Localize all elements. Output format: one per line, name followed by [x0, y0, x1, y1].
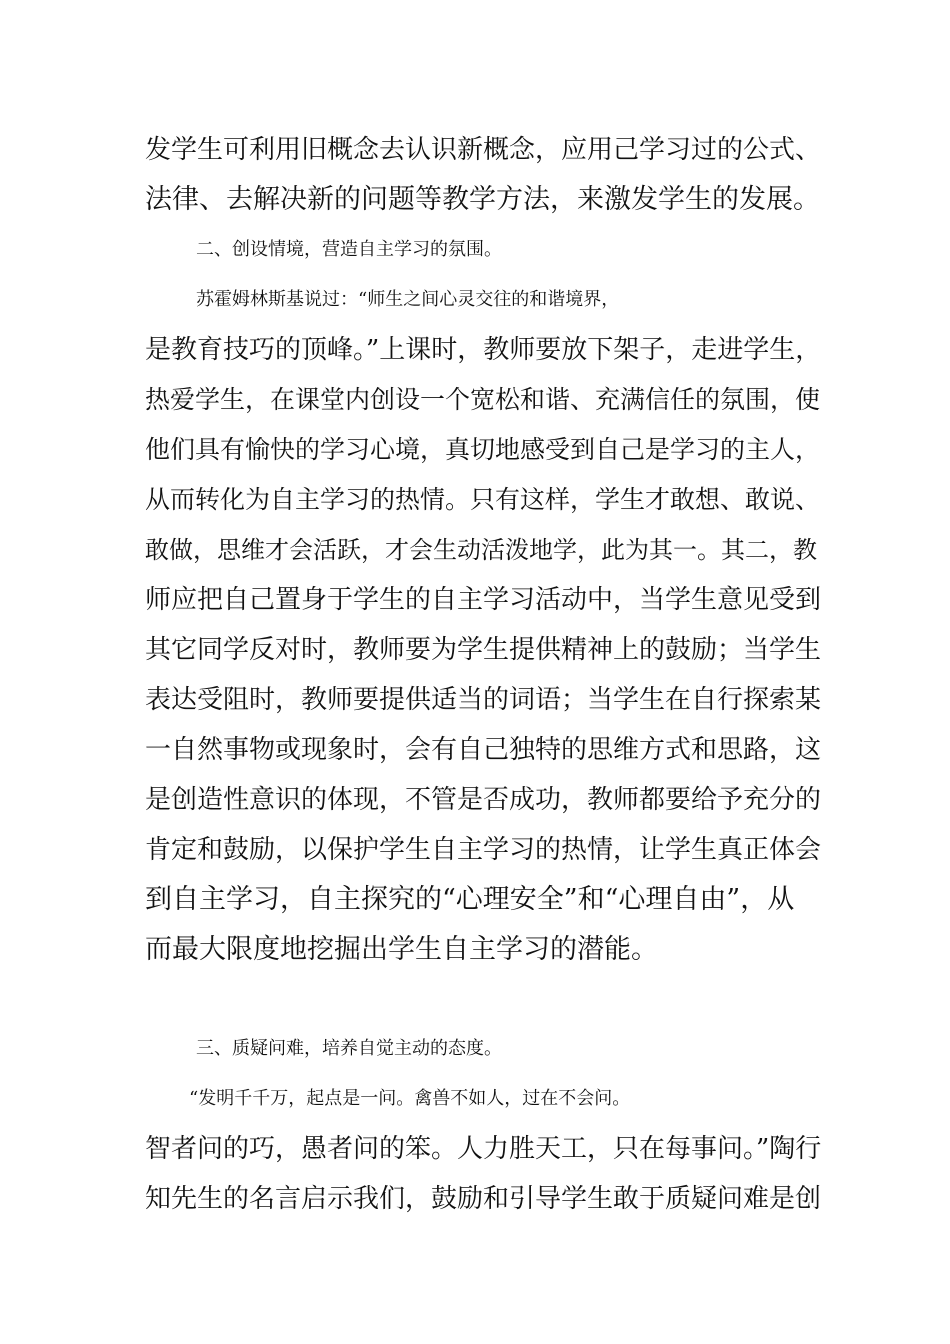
section-heading: 二、创设情境，营造自主学习的氛围。	[196, 239, 502, 260]
text-line: 一自然事物或现象时，会有自己独特的思维方式和思路，这	[145, 735, 822, 765]
text-line: 智者问的巧，愚者问的笨。人力胜天工，只在每事问。”陶行	[145, 1134, 822, 1164]
text-line: 法律、去解决新的问题等教学方法，来激发学生的发展。	[145, 184, 820, 215]
text-line: 是教育技巧的顶峰。”上课时，教师要放下架子，走进学生，	[145, 335, 822, 365]
text-line: 他们具有愉快的学习心境，真切地感受到自己是学习的主人，	[145, 435, 821, 464]
text-line: 敢做，思维才会活跃，才会生动活泼地学，此为其一。其二，教	[145, 536, 817, 564]
text-line: 其它同学反对时，教师要为学生提供精神上的鼓励；当学生	[145, 635, 822, 665]
text-line: 而最大限度地挖掘出学生自主学习的潜能。	[145, 934, 658, 965]
text-line: 肯定和鼓励，以保护学生自主学习的热情，让学生真正体会	[145, 835, 822, 865]
text-line: 知先生的名言启示我们，鼓励和引导学生敢于质疑问难是创	[145, 1184, 822, 1214]
text-line: 热爱学生，在课堂内创设一个宽松和谐、充满信任的氛围，使	[145, 385, 821, 414]
text-line: 表达受阻时，教师要提供适当的词语；当学生在自行探索某	[145, 685, 822, 715]
text-line: 到自主学习，自主探究的“心理安全”和“心理自由”，从	[145, 884, 795, 915]
text-line: 发学生可利用旧概念去认识新概念，应用己学习过的公式、	[145, 135, 822, 165]
text-line: 从而转化为自主学习的热情。只有这样，学生才敢想、敢说、	[145, 485, 821, 514]
text-line: “发明千千万，起点是一问。禽兽不如人，过在不会问。	[189, 1088, 631, 1109]
text-line: 师应把自己置身于学生的自主学习活动中，当学生意见受到	[145, 585, 822, 615]
text-line: 苏霍姆林斯基说过：“师生之间心灵交往的和谐境界，	[196, 289, 620, 310]
section-heading: 三、质疑问难，培养自觉主动的态度。	[196, 1038, 502, 1059]
text-line: 是创造性意识的体现，不管是否成功，教师都要给予充分的	[145, 785, 822, 815]
